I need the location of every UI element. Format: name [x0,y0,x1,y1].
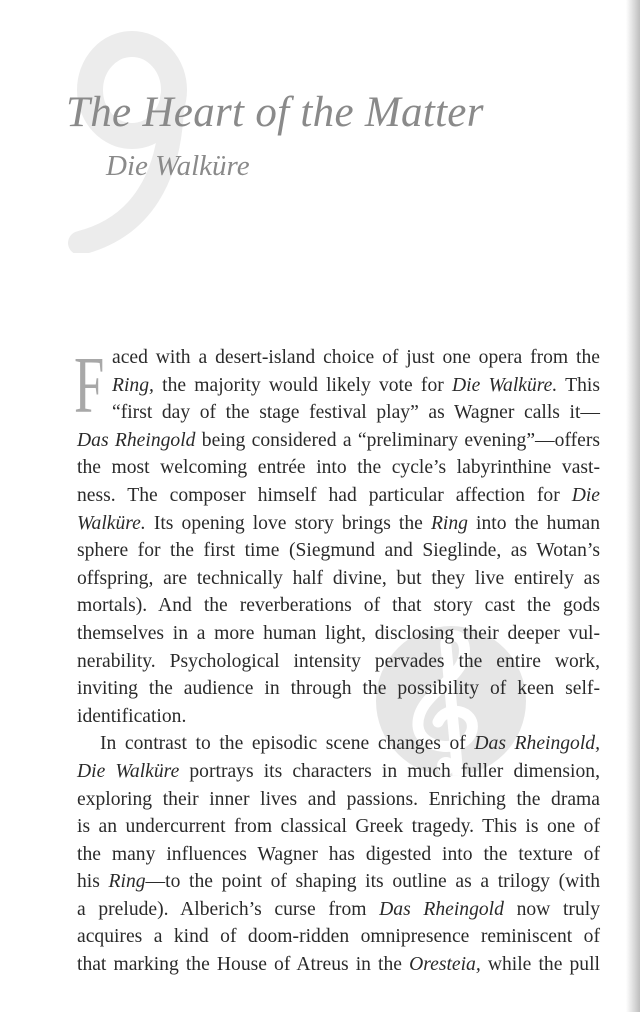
text-line [77,620,600,648]
text-segment: This [557,374,600,396]
drop-cap-letter: F [74,342,105,430]
italic-text: Das Rheingold [379,898,504,920]
text-line [77,786,600,814]
text-line [77,841,600,869]
text-segment: while the pull [480,954,600,976]
text-line [77,951,600,979]
text-segment: —to the point of shaping its outline as a trilogy (with [145,871,600,893]
text-line [77,923,600,951]
text-segment: the majority would likely vote for [153,374,452,396]
page-binding-shadow [626,0,640,1012]
text-line [77,868,600,896]
italic-text: Die [571,484,600,506]
text-segment: nerability. Psychological intensity pervades the entire work, [77,650,600,672]
text-segment: now truly [503,898,600,920]
text-segment: acquires a kind of doom-ridden omnipresence reminiscent of [77,926,600,948]
text-line [77,592,600,620]
text-segment: aced with a desert-island choice of just one opera from the [112,347,600,368]
italic-text: Die Walküre. [452,374,558,396]
text-line [77,427,600,455]
text-line [77,896,600,924]
text-line [77,537,600,565]
italic-text: Oresteia, [409,954,481,976]
text-segment: a prelude). Alberich’s curse from [77,898,380,920]
text-segment: inviting the audience in through the possibility of keen self- [77,678,600,700]
text-line [77,730,600,758]
text-segment: “first day of the stage festival play” as Wagner calls it— [112,402,600,424]
text-segment: that marking the House of Atreus in the [77,954,410,976]
text-line [77,813,600,841]
text-line [77,510,600,538]
italic-text: Ring [430,512,468,534]
text-line [77,758,600,786]
text-segment: is an undercurrent from classical Greek tragedy. This is one of [77,816,600,838]
text-line [77,454,600,482]
chapter-number-graphic [60,28,190,253]
text-segment: the many influences Wagner has digested into the texture of [77,843,600,865]
text-segment: into the human [467,512,600,534]
italic-text: Das Rheingold, [474,733,600,755]
text-segment: themselves in a more human light, disclosing their deeper vul- [77,622,600,644]
text-segment: mortals). And the reverberations of that story cast the gods [77,595,600,617]
italic-text: Ring, [112,374,154,396]
text-segment: his [77,871,109,893]
text-segment: ness. The composer himself had particular affection for [77,484,572,506]
italic-text: Die Walküre [77,760,180,782]
text-segment: Its opening love story brings the [145,512,431,534]
text-segment: the most welcoming entrée into the cycle’s labyrinthine vast- [77,457,600,479]
text-segment: identification. [77,705,187,727]
body-text [77,344,600,979]
italic-text: Ring [108,871,146,893]
text-line [112,372,600,400]
text-segment: In contrast to the episodic scene changes of [100,733,475,755]
text-line [112,399,600,427]
text-segment: portrays its characters in much fuller dimension, [179,760,600,782]
text-segment: being considered a “preliminary evening”—offers [195,429,600,451]
italic-text: Walküre. [77,512,146,534]
text-line [77,565,600,593]
text-line [77,482,600,510]
text-line [77,675,600,703]
text-segment: sphere for the first time (Siegmund and Sieglinde, as Wotan’s [77,540,600,562]
text-line [77,648,600,676]
text-line [112,344,600,372]
text-segment: offspring, are technically half divine, but they live entirely as [77,567,600,589]
text-segment: exploring their inner lives and passions. Enriching the drama [77,788,600,810]
text-line [77,703,600,731]
chapter-subtitle: Die Walküre [106,150,250,182]
chapter-title: The Heart of the Matter [66,89,484,136]
italic-text: Das Rheingold [77,429,196,451]
